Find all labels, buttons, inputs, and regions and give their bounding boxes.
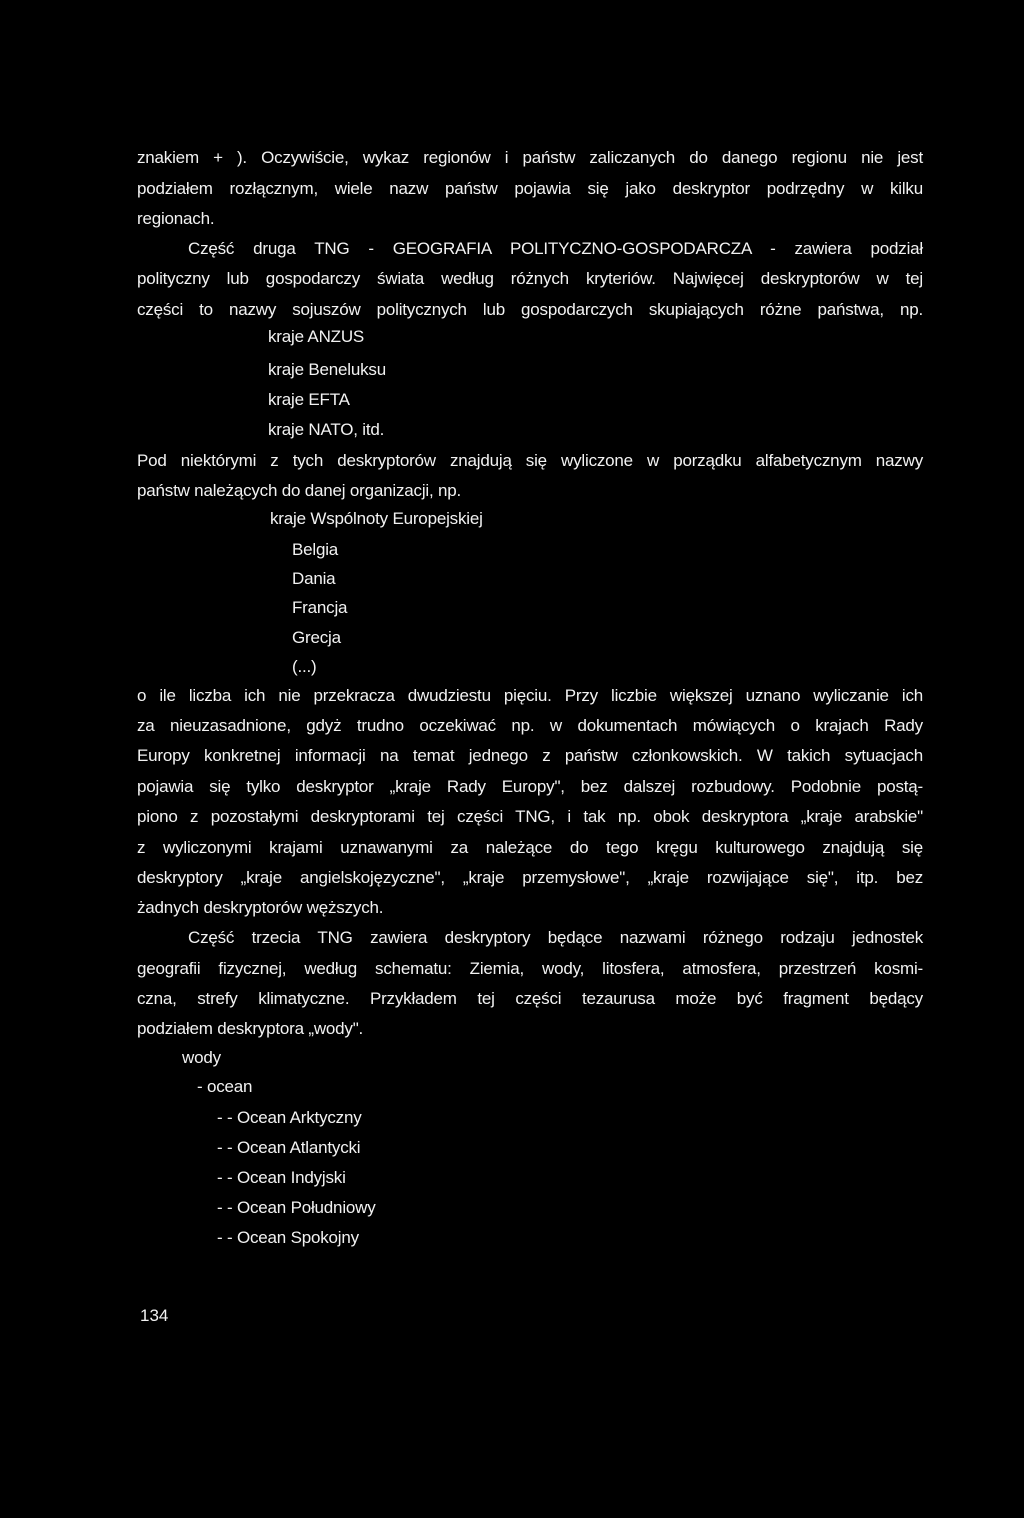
paragraph-2-line-3: części to nazwy sojuszów politycznych lub gospodarczych skupiających różne państwa, np. (137, 300, 923, 319)
tree-level-2-item: - - Ocean Indyjski (217, 1168, 346, 1187)
paragraph-4-line-7: deskryptory „kraje angielskojęzyczne", „kraje przemysłowe", „kraje rozwijające się", itp. bez (137, 868, 923, 887)
paragraph-1-line-1: znakiem + ). Oczywiście, wykaz regionów i państw zaliczanych do danego regionu nie jest (137, 148, 923, 167)
paragraph-4-line-1: o ile liczba ich nie przekracza dwudziestu pięciu. Przy liczbie większej uznano wyliczanie ich (137, 686, 923, 705)
tree-level-2-item: - - Ocean Arktyczny (217, 1108, 362, 1127)
tree-level-1: - ocean (197, 1077, 253, 1096)
list-1-item: kraje Beneluksu (268, 360, 386, 379)
tree-root: wody (182, 1048, 221, 1067)
tree-level-2-item: - - Ocean Atlantycki (217, 1138, 361, 1157)
page-number: 134 (140, 1306, 169, 1325)
paragraph-5-line-1: Część trzecia TNG zawiera deskryptory będące nazwami różnego rodzaju jednostek (188, 928, 923, 947)
paragraph-3-line-1: Pod niektórymi z tych deskryptorów znajdują się wyliczone w porządku alfabetycznym nazwy (137, 451, 923, 470)
paragraph-2-line-1: Część druga TNG - GEOGRAFIA POLITYCZNO-GOSPODARCZA - zawiera podział (188, 239, 923, 258)
list-1-item: kraje ANZUS (268, 327, 365, 346)
paragraph-4-line-4: pojawia się tylko deskryptor „kraje Rady Europy", bez dalszej rozbudowy. Podobnie postą- (137, 777, 923, 796)
list-2-item: Francja (292, 598, 348, 617)
paragraph-4-line-3: Europy konkretnej informacji na temat jednego z państw członkowskich. W takich sytuacjach (137, 746, 923, 765)
paragraph-1-line-3: regionach. (137, 209, 215, 228)
paragraph-5-line-3: czna, strefy klimatyczne. Przykładem tej części tezaurusa może być fragment będący (137, 989, 923, 1008)
tree-level-2-item: - - Ocean Spokojny (217, 1228, 359, 1247)
paragraph-3-line-2: państw należących do danej organizacji, np. (137, 481, 462, 500)
list-2-item: Belgia (292, 540, 339, 559)
paragraph-2-line-2: polityczny lub gospodarczy świata według różnych kryteriów. Najwięcej deskryptorów w tej (137, 269, 923, 288)
paragraph-5-line-2: geografii fizycznej, według schematu: Ziemia, wody, litosfera, atmosfera, przestrzeń kosmi- (137, 959, 923, 978)
paragraph-4-line-5: piono z pozostałymi deskryptorami tej części TNG, i tak np. obok deskryptora „kraje arabskie" (137, 807, 923, 826)
list-2-item: Grecja (292, 628, 341, 647)
tree-level-2-item: - - Ocean Południowy (217, 1198, 376, 1217)
list-1-item: kraje NATO, itd. (268, 420, 385, 439)
paragraph-1-line-2: podziałem rozłącznym, wiele nazw państw pojawia się jako deskryptor podrzędny w kilku (137, 179, 923, 198)
list-2-item: Dania (292, 569, 336, 588)
list-2-heading: kraje Wspólnoty Europejskiej (270, 509, 483, 528)
paragraph-5-line-4: podziałem deskryptora „wody". (137, 1019, 364, 1038)
paragraph-4-line-6: z wyliczonymi krajami uznawanymi za należące do tego kręgu kulturowego znajdują się (137, 838, 923, 857)
paragraph-4-line-2: za nieuzasadnione, gdyż trudno oczekiwać np. w dokumentach mówiących o krajach Rady (137, 716, 923, 735)
list-2-item: (...) (292, 657, 317, 676)
paragraph-4-line-8: żadnych deskryptorów węższych. (137, 898, 384, 917)
list-1-item: kraje EFTA (268, 390, 350, 409)
